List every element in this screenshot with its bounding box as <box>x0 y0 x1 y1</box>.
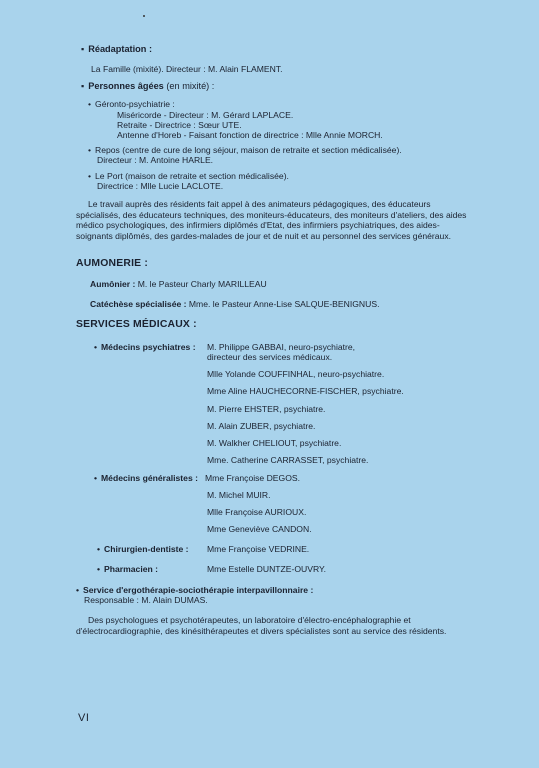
section-personnes-heading: ▪ Personnes âgées (en mixité) : <box>81 81 214 92</box>
dentiste-value: Mme Françoise VEDRINE. <box>207 544 310 554</box>
generaliste-entry: Mme Françoise DEGOS. <box>205 473 301 483</box>
psychiatres-label: • Médecins psychiatres : <box>94 342 196 353</box>
catechese-line <box>90 299 379 310</box>
closing-paragraph: Des psychologues et psychotérapeutes, un laboratoire d'électro-encéphalographie et d'électrocardiographie, des kinésithérapeutes et divers spécialistes sont au service des résidents. <box>76 615 447 636</box>
port-director: Directrice : Mlle Lucie LACLOTE. <box>97 181 224 191</box>
section-readaptation-heading: ▪ Réadaptation : <box>81 44 152 55</box>
repos-director: Directeur : M. Antoine HARLE. <box>97 155 214 165</box>
aumonerie-heading: AUMONERIE : <box>76 258 149 269</box>
geronto-line: Miséricorde - Directeur : M. Gérard LAPLACE. <box>117 110 294 120</box>
generaliste-entry: M. Michel MUIR. <box>207 490 271 500</box>
generalistes-label: • Médecins généralistes : <box>94 473 198 484</box>
ergotherapie-value: Responsable : M. Alain DUMAS. <box>84 595 208 605</box>
psychiatre-entry: Mlle Yolande COUFFINHAL, neuro-psychiatre. <box>207 369 385 379</box>
geronto-line: Retraite - Directrice : Sœur UTE. <box>117 120 242 130</box>
port-title: • Le Port (maison de retraite et section médicalisée). <box>88 171 289 182</box>
generaliste-entry: Mlle Françoise AURIOUX. <box>207 507 307 517</box>
aumonier-line <box>90 279 267 290</box>
psychiatre-entry: directeur des services médicaux. <box>207 352 333 362</box>
generaliste-entry: Mme Geneviève CANDON. <box>207 524 312 534</box>
ergotherapie-label: • Service d'ergothérapie-sociothérapie interpavillonnaire : <box>76 585 313 596</box>
psychiatre-entry: Mme. Catherine CARRASSET, psychiatre. <box>207 455 369 465</box>
pharmacien-label: • Pharmacien : <box>97 564 158 575</box>
psychiatre-entry: M. Alain ZUBER, psychiatre. <box>207 421 316 431</box>
catechese-value: Mme. le Pasteur Anne-Lise SALQUE-BENIGNUS. <box>188 299 380 309</box>
dentiste-label: • Chirurgien-dentiste : <box>97 544 189 555</box>
staff-paragraph: Le travail auprès des résidents fait appel à des animateurs pédagogiques, des éducateurs spécialisés, des éducateurs techniques, des moniteurs-éducateurs, des moniteurs d'ateliers, des aides médico psychologiques, des infirmiers diplômés d'Etat, des infirmiers psychiatriques, des aides-soignants diplômés, des gardes-malades de jour et de nuit et au personnel des services généraux. <box>76 199 467 241</box>
repos-title: • Repos (centre de cure de long séjour, maison de retraite et section médicalisée). <box>88 145 402 156</box>
readaptation-line: La Famille (mixité). Directeur : M. Alain FLAMENT. <box>91 64 283 74</box>
pharmacien-value: Mme Estelle DUNTZE-OUVRY. <box>207 564 327 574</box>
geronto-title: • Géronto-psychiatrie : <box>88 99 175 110</box>
psychiatre-entry: M. Pierre EHSTER, psychiatre. <box>207 404 326 414</box>
services-heading: SERVICES MÉDICAUX : <box>76 319 197 330</box>
aumonier-label: Aumônier : <box>90 279 136 289</box>
psychiatre-entry: M. Philippe GABBAI, neuro-psychiatre, <box>207 342 356 352</box>
psychiatre-entry: M. Walkher CHELIOUT, psychiatre. <box>207 438 342 448</box>
aumonier-value: M. le Pasteur Charly MARILLEAU <box>137 279 267 289</box>
geronto-line: Antenne d'Horeb - Faisant fonction de directrice : Mlle Annie MORCH. <box>117 130 383 140</box>
page-number: VI <box>78 712 90 724</box>
catechese-label: Catéchèse spécialisée : <box>90 299 187 309</box>
psychiatre-entry: Mme Aline HAUCHECORNE-FISCHER, psychiatre. <box>207 386 404 396</box>
speck-mark <box>143 15 145 17</box>
